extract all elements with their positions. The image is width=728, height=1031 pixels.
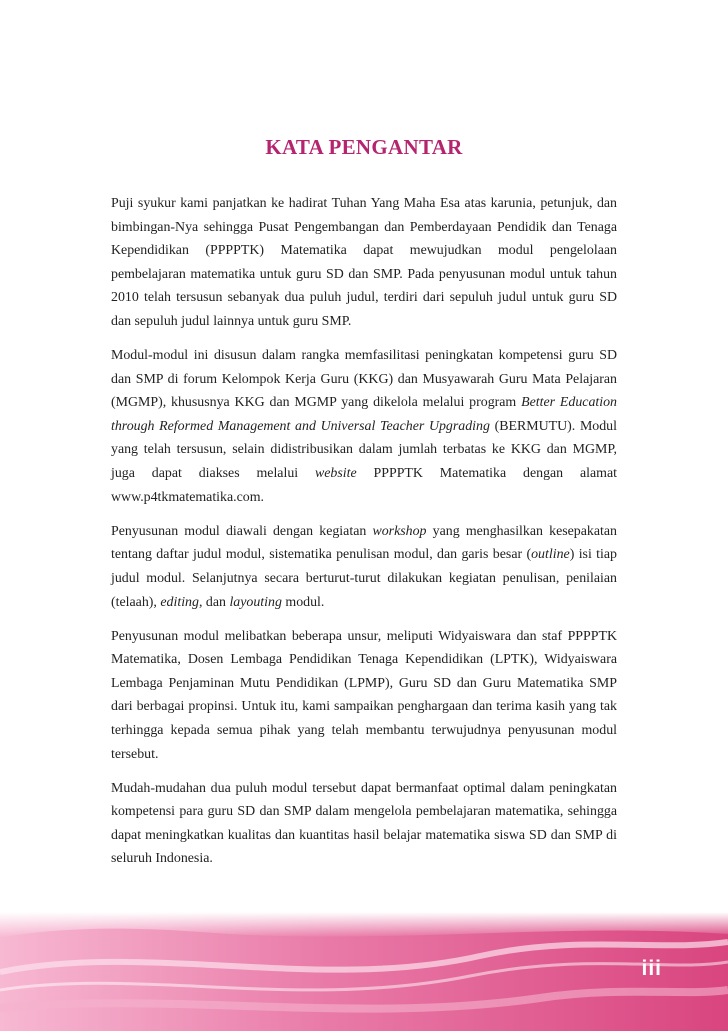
paragraph-3 [111,520,617,614]
paragraph-3-text-g: , dan [198,594,230,610]
paragraph-4: Penyusunan modul melibatkan beberapa unsur, meliputi Widyaiswara dan staf PPPPTK Matematika, Dosen Lembaga Pendidikan Tenaga Kependidikan (LPTK), Widyaiswara Lembaga Penjaminan Mutu Pendidikan (LPMP), Guru SD dan Guru Matematika SMP dari berbagai propinsi. Untuk itu, kami sampaikan penghargaan dan terima kasih yang tak terhingga kepada semua pihak yang telah membantu terwujudnya penyusunan modul tersebut. [111,628,617,762]
body-text [111,192,617,871]
paragraph-2-text-c: (BERMUTU). Modul yang telah tersusun, selain didistribusikan dalam jumlah terbatas ke KKG dan MGMP, juga dapat diakses melalui [111,418,617,482]
page-title: KATA PENGANTAR [265,135,463,159]
footer-wave-graphic [0,912,728,1031]
paragraph-3-text-e: ) isi tiap judul modul. Selanjutnya secara berturut-turut dilakukan kegiatan penulisan, penilaian (telaah), [111,547,618,610]
paragraph-2-text-a: Modul-modul ini disusun dalam rangka memfasilitasi peningkatan kompetensi guru SD dan SMP di forum Kelompok Kerja Guru (KKG) dan Musyawarah Guru Mata Pelajaran (MGMP), khususnya KKG dan MGMP yang dikelola melalui program [111,348,617,411]
paragraph-1: Puji syukur kami panjatkan ke hadirat Tuhan Yang Maha Esa atas karunia, petunjuk, dan bimbingan-Nya sehingga Pusat Pengembangan dan Pemberdayaan Pendidik dan Tenaga Kependidikan (PPPPTK) Matematika dapat mewujudkan modul pengelolaan pembelajaran matematika untuk guru SD dan SMP. Pada penyusunan modul untuk tahun 2010 telah tersusun sebanyak dua puluh judul, terdiri dari sepuluh judul untuk guru SD dan sepuluh judul lainnya untuk guru SMP. [111,196,617,329]
footer-decorative-band [0,912,728,1031]
paragraph-3-text-i: modul. [281,594,325,610]
paragraph-5: Mudah-mudahan dua puluh modul tersebut dapat bermanfaat optimal dalam peningkatan kompetensi para guru SD dan SMP dalam mengelola pembelajaran matematika, sehingga dapat meningkatkan kualitas dan kuantitas hasil belajar matematika siswa SD dan SMP di seluruh Indonesia. [111,780,617,867]
program-name-italic: Better Education through Reformed Management and Universal Teacher Upgrading [111,395,618,434]
layouting-italic: layouting [229,594,282,610]
editing-italic: editing [160,594,199,610]
paragraph-3-text-a: Penyusunan modul diawali dengan kegiatan [111,523,373,539]
website-italic: website [315,466,357,482]
workshop-italic: workshop [372,523,427,539]
page-number: iii [641,957,662,980]
outline-italic: outline [531,547,570,563]
paragraph-2 [111,344,617,509]
paragraph-3-text-c: yang menghasilkan kesepakatan tentang daftar judul modul, sistematika penulisan modul, dan garis besar ( [111,523,617,563]
paragraph-2-text-e: PPPPTK Matematika dengan alamat www.p4tkmatematika.com. [111,466,618,505]
